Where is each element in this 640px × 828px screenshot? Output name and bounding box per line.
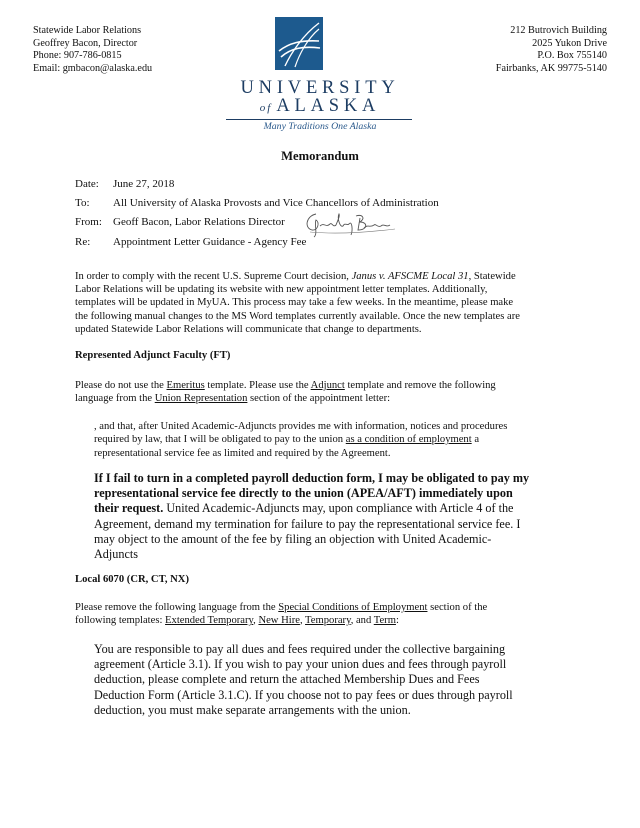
re-value: Appointment Letter Guidance - Agency Fee <box>113 236 307 248</box>
intro-line: updated Statewide Labor Relations will communicate that change to departments. <box>75 323 422 335</box>
logo-tagline: Many Traditions One Alaska <box>263 121 377 132</box>
intro-line: templates will be updated in MyUA. This process may take a few weeks. In the meantime, please make <box>75 297 514 309</box>
instruction-text: Please remove the following language from the <box>75 602 279 613</box>
logo-wordmark-alaska <box>0 96 640 117</box>
intro-line: Labor Relations will be updating its website with new appointment letter templates. Additionally, <box>75 284 488 296</box>
local-heading: Local 6070 (CR, CT, NX) <box>75 574 189 585</box>
quote-line: You are responsible to pay all dues and fees required under the collective bargaining <box>94 642 506 656</box>
instruction-text: following templates: <box>75 615 166 627</box>
intro-text: In order to comply with the recent U.S. Supreme Court decision, <box>75 271 352 282</box>
address-city: Fairbanks, AK 99775-5140 <box>495 62 607 74</box>
intro-line <box>75 270 575 283</box>
separator: : <box>395 615 399 627</box>
condition-of-employment: as a condition of employment <box>345 434 472 446</box>
address-po-box: P.O. Box 755140 <box>537 50 607 62</box>
from-label: From: <box>75 216 102 228</box>
memo-date-row <box>75 178 174 190</box>
address-building: 212 Butrovich Building <box>510 25 607 36</box>
instruction-text: language from the <box>75 393 155 405</box>
address-street: 2025 Yukon Drive <box>532 37 607 49</box>
quote-line: representational service fee as limited and required by the Agreement. <box>94 447 391 459</box>
quote-text: United Academic-Adjuncts may, upon compliance with Article 4 of the <box>163 501 514 516</box>
extended-temporary-link[interactable]: Extended Temporary <box>165 615 254 627</box>
date-value: June 27, 2018 <box>113 178 175 190</box>
quote-line: deduction, you must make separate arrangements with the union. <box>94 702 411 717</box>
adjunct-template-link[interactable]: Adjunct <box>310 380 345 391</box>
local-quote <box>94 642 574 718</box>
sender-office: Statewide Labor Relations <box>33 25 142 36</box>
memo-title: Memorandum <box>281 149 359 163</box>
instruction-text: template. Please use the <box>204 380 311 391</box>
quote-line <box>94 501 574 516</box>
emeritus-template-link[interactable]: Emeritus <box>166 380 205 391</box>
sender-block <box>33 25 152 75</box>
quote-line: deduction, please complete and return the attached Membership Dues and Fees <box>94 672 480 687</box>
quote-text: a <box>471 434 480 446</box>
local-instructions <box>75 601 575 627</box>
sender-email: Email: gmbacon@alaska.edu <box>33 62 153 74</box>
adjunct-quote-large <box>94 471 574 562</box>
separator: , and <box>350 615 374 627</box>
special-conditions-link[interactable]: Special Conditions of Employment <box>278 602 428 613</box>
quote-line: may object to the amount of the fee by filing an objection with United Academic- <box>94 531 492 546</box>
logo-rule <box>226 119 412 120</box>
quote-line: Agreement, demand my termination for failure to pay the representational service fee. I <box>94 516 521 531</box>
intro-text: , Statewide <box>468 271 516 282</box>
signature-image <box>302 210 397 238</box>
to-value: All University of Alaska Provosts and Vice Chancellors of Administration <box>113 197 439 209</box>
quote-line: Deduction Form (Article 3.1.C). If you choose not to pay fees or dues through payroll <box>94 687 513 702</box>
adjunct-heading: Represented Adjunct Faculty (FT) <box>75 350 231 361</box>
separator: , <box>299 615 306 627</box>
quote-line: Adjuncts <box>94 547 139 562</box>
memo-to-row <box>75 197 439 209</box>
adjunct-instructions <box>75 379 575 405</box>
memo-re-row <box>75 236 306 248</box>
instruction-text: section of the appointment letter: <box>247 393 391 405</box>
memo-from-row <box>75 216 285 228</box>
instruction-text: section of the <box>427 602 488 613</box>
quote-text: required by law, that I will be obligated to pay to the union <box>94 434 346 446</box>
instruction-line <box>75 614 575 627</box>
logo-wordmark-university: UNIVERSITY <box>240 78 400 98</box>
quote-line <box>94 433 564 446</box>
term-link[interactable]: Term <box>373 615 396 627</box>
logo-alaska: ALASKA <box>276 96 381 116</box>
date-label: Date: <box>75 178 99 190</box>
intro-paragraph <box>75 270 575 336</box>
case-name: Janus v. AFSCME Local 31 <box>351 271 469 282</box>
instruction-text: template and remove the following <box>344 380 496 391</box>
university-logo-icon <box>275 17 323 70</box>
intro-line: the following manual changes to the MS Word templates currently available. Once the new templates are <box>75 310 520 322</box>
temporary-link[interactable]: Temporary <box>305 615 351 627</box>
address-block <box>496 25 607 75</box>
quote-bold-line: representational service fee directly to the union (APEA/AFT) immediately upon <box>94 486 513 501</box>
instruction-text: Please do not use the <box>75 380 167 391</box>
to-label: To: <box>75 197 90 209</box>
sender-phone: Phone: 907-786-0815 <box>33 50 122 62</box>
re-label: Re: <box>75 236 91 248</box>
union-representation-link[interactable]: Union Representation <box>154 393 248 405</box>
new-hire-link[interactable]: New Hire <box>258 615 300 627</box>
instruction-line <box>75 392 575 405</box>
quote-line: agreement (Article 3.1). If you wish to pay your union dues and fees through payroll <box>94 657 507 672</box>
logo-of: of <box>259 102 273 114</box>
instruction-line <box>75 601 575 614</box>
quote-bold-line: If I fail to turn in a completed payroll deduction form, I may be obligated to pay my <box>94 471 530 485</box>
quote-line: , and that, after United Academic-Adjuncts provides me with information, notices and procedures <box>94 421 508 432</box>
quote-bold-text: their request. <box>94 501 164 516</box>
adjunct-quote <box>94 420 564 460</box>
sender-name: Geoffrey Bacon, Director <box>33 37 138 49</box>
from-value: Geoff Bacon, Labor Relations Director <box>113 216 285 228</box>
instruction-line <box>75 379 575 392</box>
separator: , <box>253 615 259 627</box>
